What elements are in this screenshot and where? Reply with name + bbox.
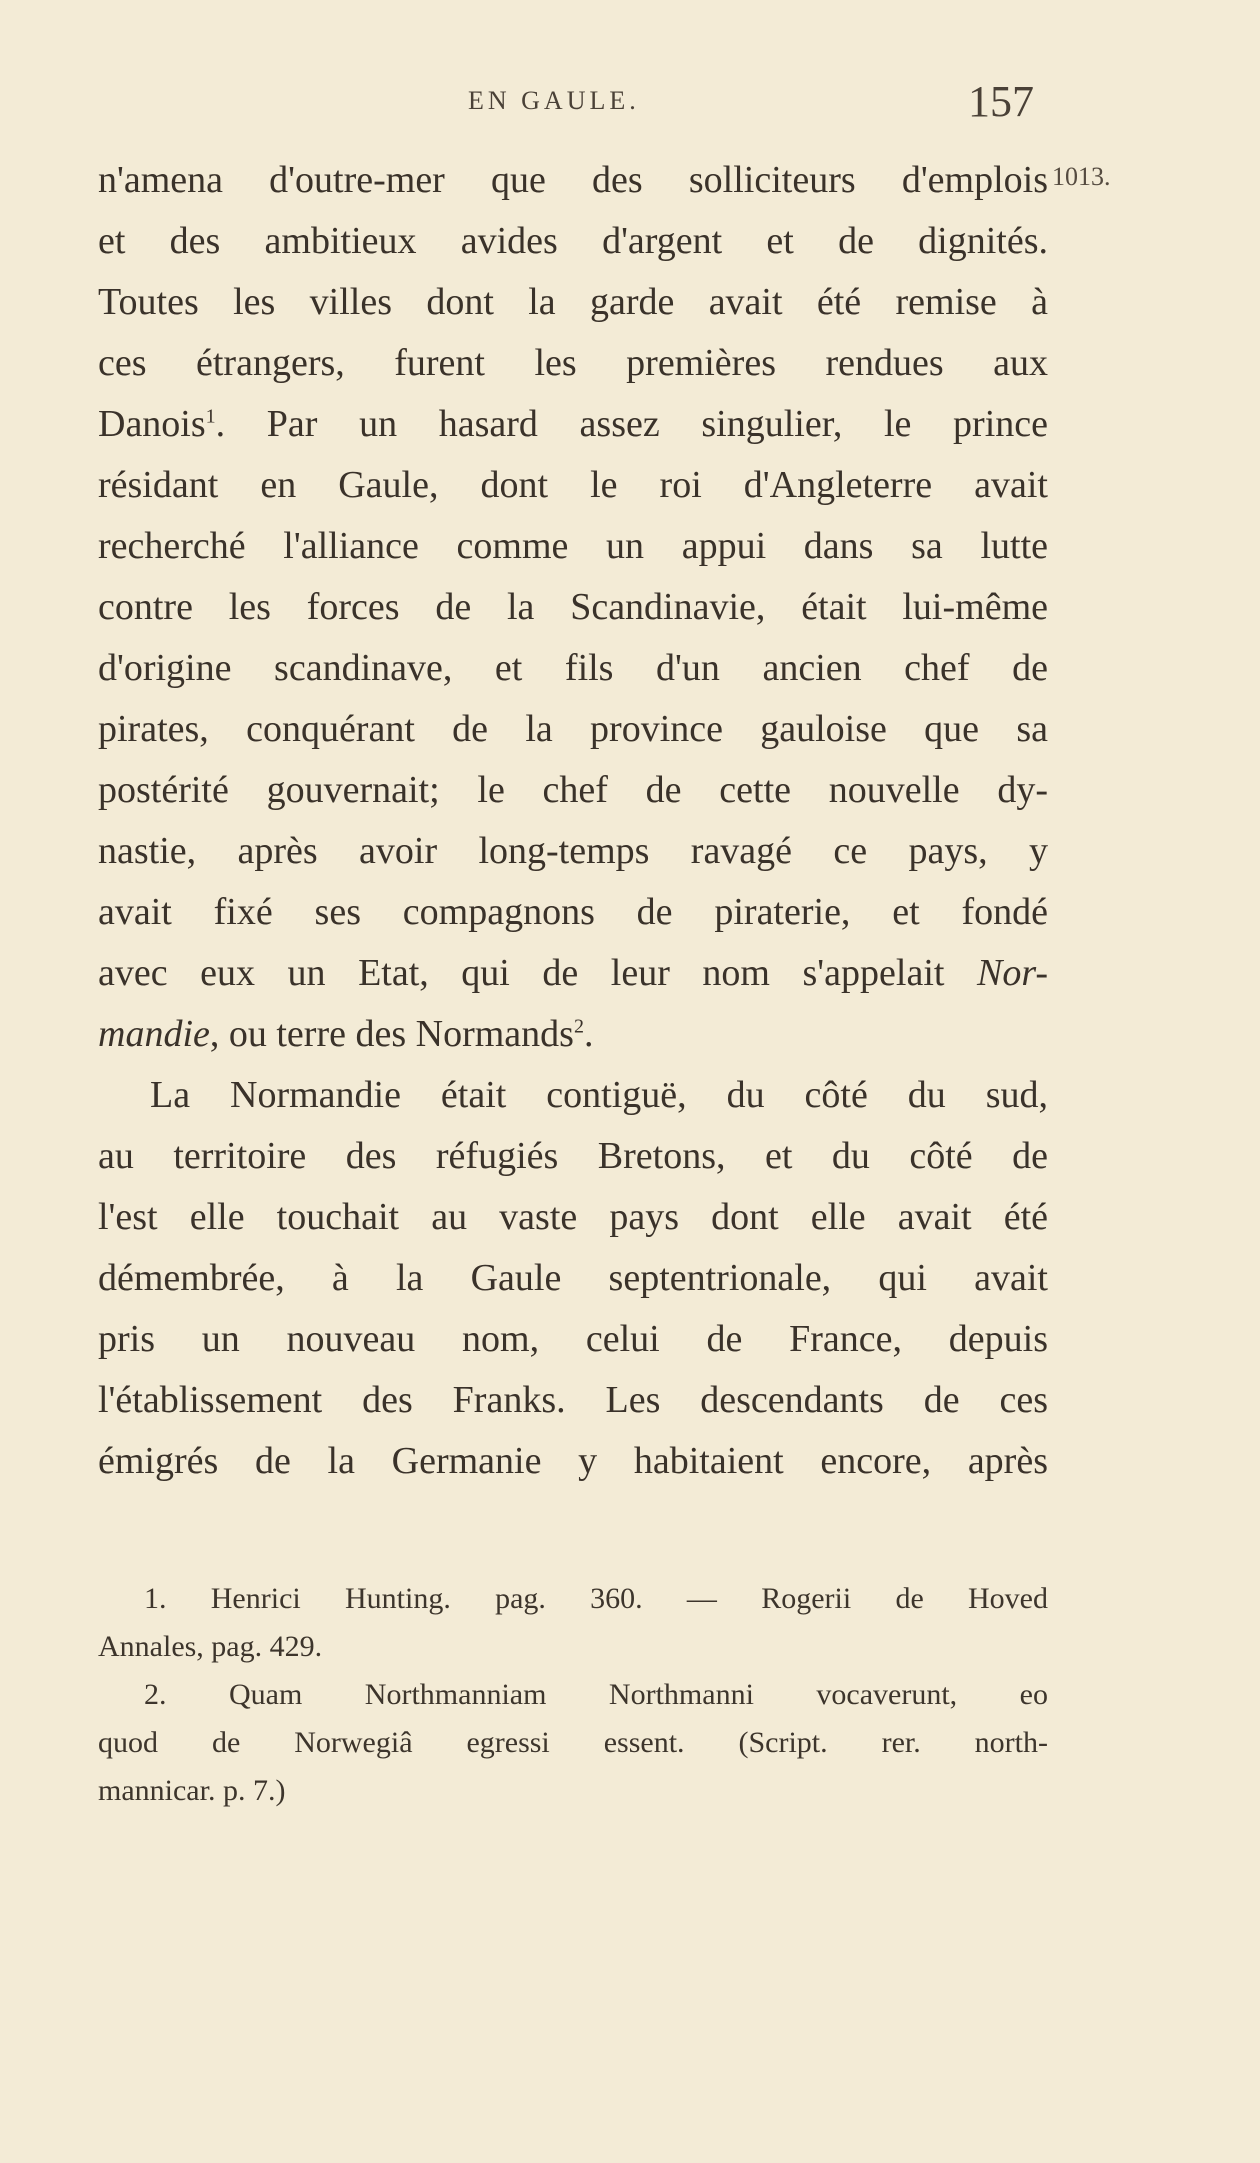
text-line: l'est elle touchait au vaste pays dont elle avait été	[98, 1196, 1048, 1238]
text-segment: .	[583, 1013, 594, 1055]
text-line: Toutes les villes dont la garde avait été remise à	[98, 281, 1048, 323]
text-segment: , ou terre des Normands	[209, 1013, 574, 1055]
text-line: avait fixé ses compagnons de piraterie, et fondé	[98, 891, 1048, 933]
text-line: émigrés de la Germanie y habitaient encore, après	[98, 1440, 1048, 1482]
footnote-ref-1: 1	[205, 405, 216, 428]
footnote-line: quod de Norwegiâ egressi essent. (Script. rer. north-	[98, 1726, 1048, 1759]
page-header	[0, 77, 1260, 134]
footnote-ref-2: 2	[573, 1015, 584, 1038]
text-segment: . Par un hasard assez singulier, le prince	[215, 403, 1048, 445]
body-text	[98, 150, 1048, 1492]
text-line	[98, 943, 1048, 1004]
margin-year-note: 1013.	[1052, 162, 1111, 191]
text-line: ces étrangers, furent les premières rendues aux	[98, 342, 1048, 384]
text-line: recherché l'alliance comme un appui dans sa lutte	[98, 525, 1048, 567]
italic-word: Nor-	[976, 952, 1049, 994]
text-line: nastie, après avoir long-temps ravagé ce pays, y	[98, 830, 1048, 872]
text-line: La Normandie était contiguë, du côté du sud,	[150, 1074, 1048, 1116]
footnotes	[98, 1575, 1048, 1815]
page-number: 157	[968, 77, 1034, 126]
italic-word: mandie	[98, 1013, 210, 1055]
text-line: et des ambitieux avides d'argent et de dignités.	[98, 220, 1048, 262]
text-line: l'établissement des Franks. Les descendants de ces	[98, 1379, 1048, 1421]
text-line: pirates, conquérant de la province gauloise que sa	[98, 708, 1048, 750]
footnote-line: 2. Quam Northmanniam Northmanni vocaverunt, eo	[144, 1678, 1048, 1711]
running-title: EN GAULE.	[468, 86, 640, 115]
text-line: contre les forces de la Scandinavie, était lui-même	[98, 586, 1048, 628]
text-line: pris un nouveau nom, celui de France, depuis	[98, 1318, 1048, 1360]
text-line: postérité gouvernait; le chef de cette nouvelle dy-	[98, 769, 1048, 811]
footnote-line: 1. Henrici Hunting. pag. 360. — Rogerii de Hoved	[144, 1582, 1048, 1615]
text-line	[98, 1004, 1048, 1065]
text-line: n'amena d'outre-mer que des solliciteurs d'emplois	[98, 159, 1048, 201]
footnote-line: mannicar. p. 7.)	[98, 1774, 286, 1807]
text-segment: Danois	[98, 403, 206, 445]
text-line: au territoire des réfugiés Bretons, et du côté de	[98, 1135, 1048, 1177]
text-line: résidant en Gaule, dont le roi d'Angleterre avait	[98, 464, 1048, 506]
text-segment: avec eux un Etat, qui de leur nom s'appelait	[98, 952, 945, 994]
text-line: démembrée, à la Gaule septentrionale, qui avait	[98, 1257, 1048, 1299]
text-line	[98, 394, 1048, 455]
footnote-line: Annales, pag. 429.	[98, 1630, 323, 1663]
text-line: d'origine scandinave, et fils d'un ancien chef de	[98, 647, 1048, 689]
